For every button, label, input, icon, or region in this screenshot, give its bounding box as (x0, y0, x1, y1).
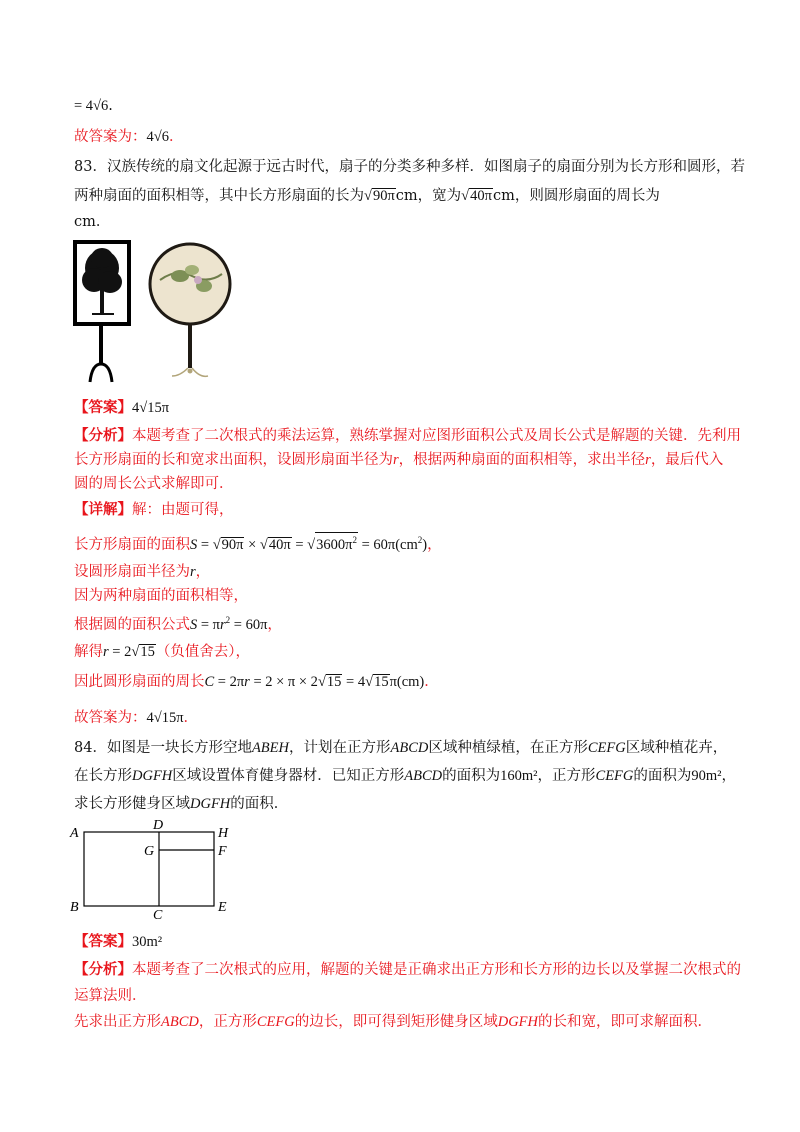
rectangular-fan (75, 242, 129, 382)
ana83-line-3: 圆的周长公式求解即可． (74, 476, 234, 492)
answer-value: 30m² (132, 934, 163, 950)
rect-dgfh: DGFH (190, 796, 231, 812)
q84-text: 在长方形 (74, 768, 132, 784)
det83-line-1 (74, 500, 234, 520)
analysis-tag: 【分析】 (74, 427, 132, 444)
square-cefg: CEFG (256, 1014, 295, 1030)
round-fan (150, 244, 230, 376)
analysis-text: 长方形扇面的长和宽求出面积，设圆形扇面半径为 (74, 452, 393, 468)
ana83-line-1 (74, 426, 741, 446)
q84-text: 区域种植绿植，在正方形 (428, 740, 588, 756)
label-c: C (153, 908, 163, 920)
ana84-line-2: 运算法则． (74, 988, 147, 1004)
square-abcd: ABCD (404, 768, 443, 784)
ana84-line-3 (74, 1012, 712, 1032)
detail-text: 根据圆的面积公式 (74, 617, 190, 633)
square-abcd: ABCD (390, 740, 429, 756)
fin83-line: 故答案为：4√15π． (74, 710, 199, 726)
square-abcd: ABCD (161, 1014, 199, 1030)
rect-dgfh: DGFH (132, 768, 173, 784)
q84-text: ，正方形 (537, 768, 596, 784)
q83-length: 90π (372, 188, 395, 204)
analysis-text: 本题考查了二次根式的应用，解题的关键是正确求出正方形和长方形的边长以及掌握二次根式的 (132, 962, 741, 978)
q84-text: 84．如图是一块长方形空地 (74, 740, 252, 756)
final-value: 4√15π (146, 710, 184, 726)
final-value: 4√6 (146, 129, 169, 145)
analysis-text: ，正方形 (198, 1014, 257, 1030)
detail-text: （负值舍去）， (155, 644, 251, 660)
analysis-text: ，最后代入 (650, 452, 724, 468)
q84-text: 的面积为 (633, 768, 692, 784)
label-b: B (70, 900, 79, 915)
analysis-text: 的边长，即可得到矩形健身区域 (294, 1014, 498, 1030)
radius-symbol: r (393, 452, 399, 468)
answer-value: 4√15π (132, 400, 170, 416)
radius-symbol: r (190, 564, 196, 580)
analysis-text: 本题考查了二次根式的乘法运算，熟练掌握对应图形面积公式及周长公式是解题的关键．先利用 (132, 428, 741, 444)
q84-line-2: 在长方形DGFH区域设置体育健身器材．已知正方形ABCD的面积为160m²，正方形CEFG的面积为90m²， (74, 768, 737, 784)
label-f: F (218, 844, 227, 859)
radius-symbol: r (645, 452, 651, 468)
q83-width: 40π (470, 188, 492, 204)
label-d: D (153, 820, 164, 833)
det83-line-6 (74, 642, 250, 662)
label-h: H (218, 826, 229, 841)
area-cefg: 90m² (691, 768, 722, 784)
ans83-line (74, 398, 169, 418)
detail-text: 长方形扇面的面积 (74, 537, 190, 553)
q84-text: 求长方形健身区域 (74, 796, 190, 812)
label-e: E (218, 900, 227, 915)
det83-line-5: 根据圆的面积公式$S = \pi r^2 = 60\pi$， (74, 615, 282, 633)
radius-value: r = 2√15 (103, 644, 155, 660)
square-cefg: CEFG (595, 768, 634, 784)
q84-line-3 (74, 794, 288, 814)
q84-text: 的面积． (230, 796, 289, 812)
q83-line-2: 两种扇面的面积相等，其中长方形扇面的长为√90πcm，宽为√40πcm，则圆形扇面的周长为 (74, 188, 660, 204)
q83-text: cm，宽为 (395, 188, 462, 204)
ans84-line (74, 932, 162, 952)
analysis-text: 先求出正方形 (74, 1014, 161, 1030)
detail-tag: 【详解】 (74, 501, 132, 518)
final-label: 故答案为： (74, 710, 147, 726)
fan-illustration (72, 240, 242, 385)
final-label: 故答案为： (74, 129, 147, 145)
label-g: G (144, 844, 155, 859)
prev-final-answer: 故答案为：4√6． (74, 129, 184, 145)
q83-line-3: cm． (74, 214, 111, 230)
det83-line-7: 因此圆形扇面的周长C = 2πr = 2 × π × 2√15 = 4√15π(cm)． (74, 674, 439, 690)
answer-tag: 【答案】 (74, 399, 132, 416)
q84-text: ，计划在正方形 (289, 740, 391, 756)
q84-line-1 (74, 738, 727, 758)
ana84-line-1 (74, 960, 741, 980)
prev-result: = 4√6 (74, 98, 109, 114)
analysis-text: 的长和宽，即可求解面积． (538, 1014, 712, 1030)
q83-text: cm，则圆形扇面的周长为 (492, 188, 660, 204)
detail-text: 设圆形扇面半径为 (74, 564, 190, 580)
area-abcd: 160m² (500, 768, 538, 784)
q84-text: 的面积为 (442, 768, 501, 784)
det83-line-3: 设圆形扇面半径为r， (74, 564, 211, 580)
analysis-text: ，根据两种扇面的面积相等，求出半径 (398, 452, 646, 468)
ana83-line-2 (74, 450, 723, 470)
det83-line-4: 因为两种扇面的面积相等， (74, 588, 248, 604)
analysis-tag: 【分析】 (74, 961, 132, 978)
label-a: A (70, 826, 79, 841)
q83-text: 两种扇面的面积相等，其中长方形扇面的长为 (74, 188, 364, 204)
q84-text: 区域设置体育健身器材．已知正方形 (172, 768, 405, 784)
prev-result-line: = 4√6. (74, 98, 113, 114)
circle-area-formula: $S = \pi r^2 = 60\pi$ (190, 615, 268, 633)
area-formula: $S = √90\pi \times √40\pi = √3600\pi^2 = 60\pi(cm^2)$ (190, 537, 427, 553)
rect-abeh: ABEH (251, 740, 289, 756)
q83-line-1: 83．汉族传统的扇文化起源于远古时代，扇子的分类多种多样．如图扇子的扇面分别为长方形和圆形，若 (74, 159, 745, 175)
rect-dgfh: DGFH (497, 1014, 538, 1030)
q84-text: 区域种植花卉， (625, 740, 728, 756)
detail-text: 解：由题可得， (132, 502, 234, 518)
perimeter-formula: C = 2πr = 2 × π × 2√15 = 4√15π(cm) (204, 674, 425, 690)
detail-text: 因此圆形扇面的周长 (74, 674, 205, 690)
det83-line-2: 长方形扇面的面积$S = √90\pi \times √40\pi = √3600\pi^2 = 60\pi(cm^2)$， (74, 530, 442, 555)
answer-tag: 【答案】 (74, 933, 132, 950)
land-diagram (64, 820, 244, 920)
detail-text: 解得 (74, 644, 103, 660)
square-cefg: CEFG (587, 740, 626, 756)
